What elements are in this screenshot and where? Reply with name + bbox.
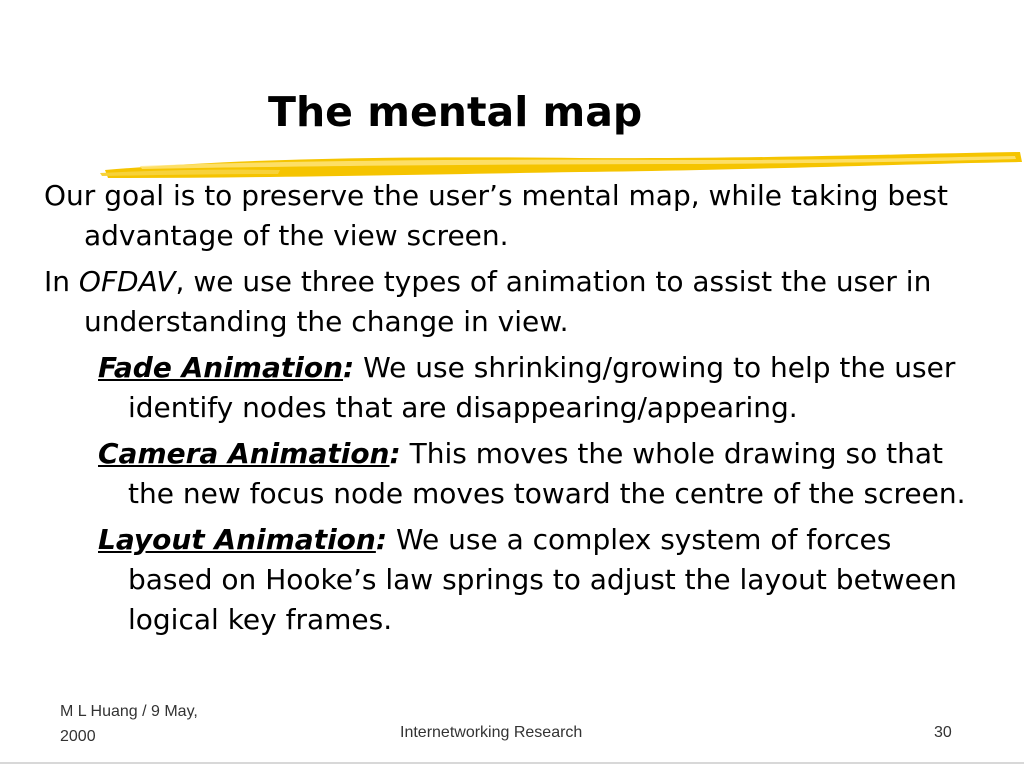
footer-author-line2: 2000 (60, 728, 96, 745)
subpoint-camera (98, 434, 974, 514)
fade-animation-text: We use shrinking/growing to help the user identify nodes that are disappearing/appearing. (128, 351, 956, 424)
camera-colon: : (389, 437, 401, 470)
fade-animation-term: Fade Animation (98, 351, 344, 384)
bottom-divider (0, 762, 1024, 764)
footer-author-date (60, 699, 260, 749)
camera-animation-text: This moves the whole drawing so that the new focus node moves toward the centre of the screen. (128, 437, 966, 510)
paragraph-1-text: Our goal is to preserve the user’s mental map, while taking best advantage of the view screen. (44, 179, 948, 252)
camera-animation-term: Camera Animation (98, 437, 390, 470)
fade-colon: : (343, 351, 355, 384)
layout-colon: : (375, 523, 388, 556)
subpoint-layout (98, 520, 974, 640)
slide-body (44, 170, 974, 640)
footer-center-text: Internetworking Research (400, 724, 583, 741)
paragraph-2-prefix: In (44, 265, 79, 298)
ofdav-emphasis: OFDAV (78, 265, 176, 298)
bullet-paragraph-2 (44, 262, 974, 342)
layout-animation-text: We use a complex system of forces based on Hooke’s law springs to adjust the layout between logical key frames. (128, 523, 957, 636)
layout-animation-term: Layout Animation (98, 523, 376, 556)
slide-title: The mental map (268, 88, 643, 136)
subpoint-fade (98, 348, 974, 428)
footer-author-line1: M L Huang / 9 May, (60, 703, 198, 720)
bullet-paragraph-1 (44, 176, 974, 256)
footer-page-number: 30 (934, 724, 952, 741)
paragraph-2-text: , we use three types of animation to assist the user in understanding the change in view. (84, 265, 932, 338)
